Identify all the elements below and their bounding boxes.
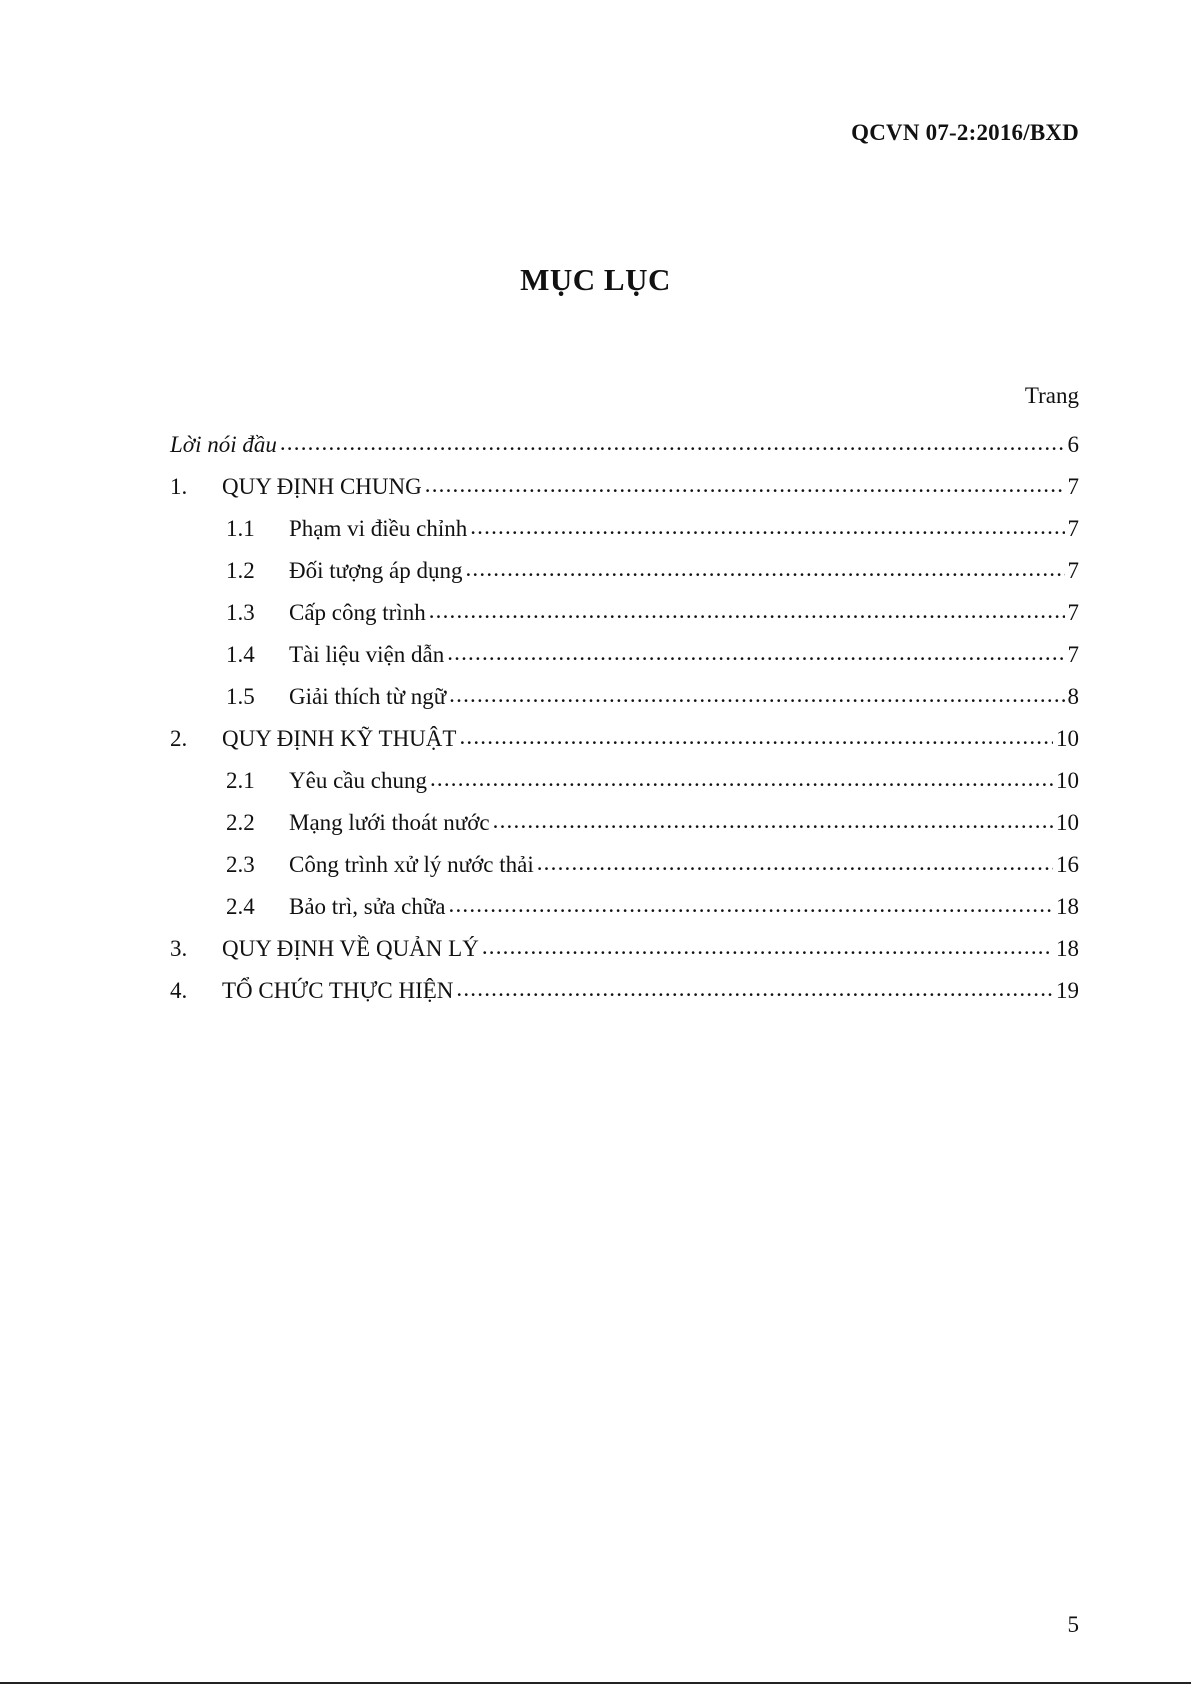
toc-leader bbox=[447, 640, 1064, 666]
toc-entry-title: Phạm vi điều chỉnh bbox=[289, 516, 468, 541]
toc-leader bbox=[425, 472, 1065, 498]
toc-entry-2-4[interactable] bbox=[170, 894, 1079, 936]
toc-entry-1-3[interactable] bbox=[170, 600, 1079, 642]
toc-entry-page: 7 bbox=[1067, 558, 1079, 583]
toc-entry-title: QUY ĐỊNH VỀ QUẢN LÝ bbox=[222, 936, 479, 961]
toc-leader bbox=[456, 976, 1053, 1002]
toc-entry-2[interactable] bbox=[170, 726, 1079, 768]
toc-entry-page: 10 bbox=[1056, 810, 1079, 835]
toc-entry-number: 2.3 bbox=[226, 852, 255, 877]
toc-entry-number: 1.1 bbox=[226, 516, 255, 541]
toc-entry-title: Công trình xử lý nước thải bbox=[289, 852, 534, 877]
page-column-label: Trang bbox=[1024, 383, 1079, 408]
toc-entry-number: 4. bbox=[170, 978, 188, 1003]
page-title: MỤC LỤC bbox=[520, 262, 671, 297]
toc-entry-page: 7 bbox=[1067, 642, 1079, 667]
toc-entry-page: 19 bbox=[1056, 978, 1079, 1003]
page-number: 5 bbox=[1067, 1612, 1079, 1637]
toc-leader bbox=[470, 514, 1064, 540]
toc-leader bbox=[465, 556, 1064, 582]
toc-entry-title: QUY ĐỊNH CHUNG bbox=[222, 474, 422, 499]
toc-leader bbox=[493, 808, 1053, 834]
toc-entry-number: 1.2 bbox=[226, 558, 255, 583]
toc-entry-number: 1.3 bbox=[226, 600, 255, 625]
toc-leader bbox=[459, 724, 1053, 750]
bottom-scan-edge bbox=[0, 1682, 1191, 1684]
toc-entry-1-4[interactable] bbox=[170, 642, 1079, 684]
toc-entry-number: 1. bbox=[170, 474, 188, 499]
toc-entry-number: 2.4 bbox=[226, 894, 255, 919]
toc-leader bbox=[280, 430, 1065, 456]
toc-entry-number: 1.4 bbox=[226, 642, 255, 667]
toc-entry-title: QUY ĐỊNH KỸ THUẬT bbox=[222, 726, 457, 751]
table-of-contents bbox=[170, 432, 1079, 1020]
toc-entry-page: 16 bbox=[1056, 852, 1079, 877]
toc-leader bbox=[429, 598, 1065, 624]
toc-entry-page: 6 bbox=[1067, 432, 1079, 457]
toc-entry-title: Tài liệu viện dẫn bbox=[289, 642, 445, 667]
toc-entry-title: Giải thích từ ngữ bbox=[289, 684, 447, 709]
doc-code: QCVN 07-2:2016/BXD bbox=[851, 120, 1079, 145]
toc-entry-2-3[interactable] bbox=[170, 852, 1079, 894]
toc-entry-page: 7 bbox=[1067, 474, 1079, 499]
toc-entry-1-5[interactable] bbox=[170, 684, 1079, 726]
toc-leader bbox=[449, 892, 1054, 918]
toc-leader bbox=[430, 766, 1053, 792]
toc-entry-title: Mạng lưới thoát nước bbox=[289, 810, 490, 835]
toc-entry-title: Yêu cầu chung bbox=[289, 768, 427, 793]
toc-entry-page: 18 bbox=[1056, 936, 1079, 961]
toc-leader bbox=[449, 682, 1064, 708]
toc-entry-page: 7 bbox=[1067, 600, 1079, 625]
toc-entry-page: 10 bbox=[1056, 768, 1079, 793]
toc-leader bbox=[537, 850, 1053, 876]
toc-entry-title: TỔ CHỨC THỰC HIỆN bbox=[222, 978, 454, 1003]
toc-entry-title: Lời nói đầu bbox=[170, 432, 277, 457]
toc-entry-3[interactable] bbox=[170, 936, 1079, 978]
toc-entry-number: 2. bbox=[170, 726, 188, 751]
toc-entry-2-2[interactable] bbox=[170, 810, 1079, 852]
toc-entry-1[interactable] bbox=[170, 474, 1079, 516]
toc-entry-title: Bảo trì, sửa chữa bbox=[289, 894, 446, 919]
toc-entry-page: 18 bbox=[1056, 894, 1079, 919]
toc-entry-title: Cấp công trình bbox=[289, 600, 426, 625]
toc-leader bbox=[482, 934, 1053, 960]
toc-entry-title: Đối tượng áp dụng bbox=[289, 558, 463, 583]
toc-entry-number: 2.1 bbox=[226, 768, 255, 793]
toc-entry-number: 1.5 bbox=[226, 684, 255, 709]
toc-entry-4[interactable] bbox=[170, 978, 1079, 1020]
toc-entry-number: 3. bbox=[170, 936, 188, 961]
toc-entry-2-1[interactable] bbox=[170, 768, 1079, 810]
toc-entry-number: 2.2 bbox=[226, 810, 255, 835]
toc-entry-page: 10 bbox=[1056, 726, 1079, 751]
toc-entry-preface[interactable] bbox=[170, 432, 1079, 474]
toc-entry-page: 7 bbox=[1067, 516, 1079, 541]
toc-entry-page: 8 bbox=[1067, 684, 1079, 709]
toc-entry-1-1[interactable] bbox=[170, 516, 1079, 558]
toc-entry-1-2[interactable] bbox=[170, 558, 1079, 600]
